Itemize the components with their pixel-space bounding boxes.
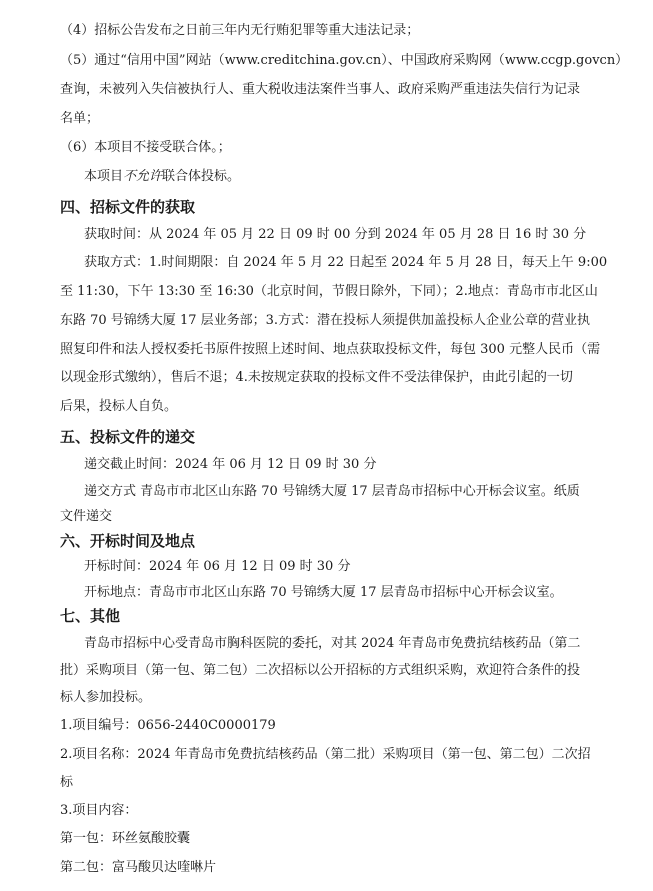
section-6-place: 开标地点：青岛市市北区山东路 70 号锦绣大厦 17 层青岛市招标中心开标会议室。: [84, 585, 563, 600]
project-content-label: 3.项目内容：: [60, 803, 138, 818]
section-5-title: 五、投标文件的递交: [60, 428, 196, 446]
package-1: 第一包：环丝氨酸胶囊: [60, 831, 191, 846]
section-4-method-line-4: 照复印件和法人授权委托书原件按照上述时间、地点获取投标文件，每包 300 元整人民币（需: [60, 342, 601, 357]
requirement-4: （4）招标公告发布之日前三年内无行贿犯罪等重大违法记录；: [60, 23, 420, 38]
section-7-para-line-2: 批）采购项目（第一包、第二包）二次招标以公开招标的方式组织采购，欢迎符合条件的投: [60, 663, 581, 678]
section-7-title: 七、其他: [60, 607, 121, 625]
project-name-line-2: 标: [60, 775, 74, 790]
section-5-method-line-2: 文件递交: [60, 509, 113, 524]
section-4-method-line-1: 获取方式：1.时间期限：自 2024 年 5 月 22 日起至 2024 年 5 月 28 日，每天上午 9:00: [84, 255, 608, 270]
section-4-title: 四、招标文件的获取: [60, 198, 196, 216]
joint-bid-emphasis: 不允许: [123, 169, 163, 184]
joint-bid-suffix: 联合体投标。: [162, 169, 241, 184]
section-6-time: 开标时间：2024 年 06 月 12 日 09 时 30 分: [84, 559, 351, 574]
requirement-5-line-1: （5）通过“信用中国”网站（www.creditchina.gov.cn）、中国政府采购网（www.ccgp.govcn）: [60, 53, 629, 68]
section-4-method-line-2: 至 11:30，下午 13:30 至 16:30（北京时间，节假日除外，下同）；2.地点：青岛市市北区山: [60, 284, 598, 299]
requirement-5-line-2: 查询，未被列入失信被执行人、重大税收违法案件当事人、政府采购严重违法失信行为记录: [60, 82, 581, 97]
joint-bid-note: [84, 167, 240, 187]
project-number: 1.项目编号：0656-2440C0000179: [60, 718, 276, 733]
section-4-time: 获取时间：从 2024 年 05 月 22 日 09 时 00 分到 2024 年 05 月 28 日 16 时 30 分: [84, 227, 587, 242]
section-5-method-line-1: 递交方式 青岛市市北区山东路 70 号锦绣大厦 17 层青岛市招标中心开标会议室。纸质: [84, 484, 580, 499]
requirement-6: （6）本项目不接受联合体。；: [60, 140, 231, 155]
section-4-method-line-6: 后果，投标人自负。: [60, 399, 178, 414]
joint-bid-prefix: 本项目: [84, 169, 124, 184]
section-7-para-line-3: 标人参加投标。: [60, 690, 152, 705]
section-6-title: 六、开标时间及地点: [60, 532, 196, 550]
package-2: 第二包：富马酸贝达喹啉片: [60, 860, 217, 875]
section-4-method-line-5: 以现金形式缴纳），售后不退；4.未按规定获取的投标文件不受法律保护，由此引起的一切: [60, 370, 573, 385]
section-7-para-line-1: 青岛市招标中心受青岛市胸科医院的委托，对其 2024 年青岛市免费抗结核药品（第二: [84, 636, 581, 651]
section-4-method-line-3: 东路 70 号锦绣大厦 17 层业务部；3.方式：潜在投标人须提供加盖投标人企业公章的营业执: [60, 313, 591, 328]
requirement-5-line-3: 名单；: [60, 111, 100, 126]
section-5-deadline: 递交截止时间：2024 年 06 月 12 日 09 时 30 分: [84, 457, 377, 472]
project-name-line-1: 2.项目名称：2024 年青岛市免费抗结核药品（第二批）采购项目（第一包、第二包）二次招: [60, 747, 591, 762]
